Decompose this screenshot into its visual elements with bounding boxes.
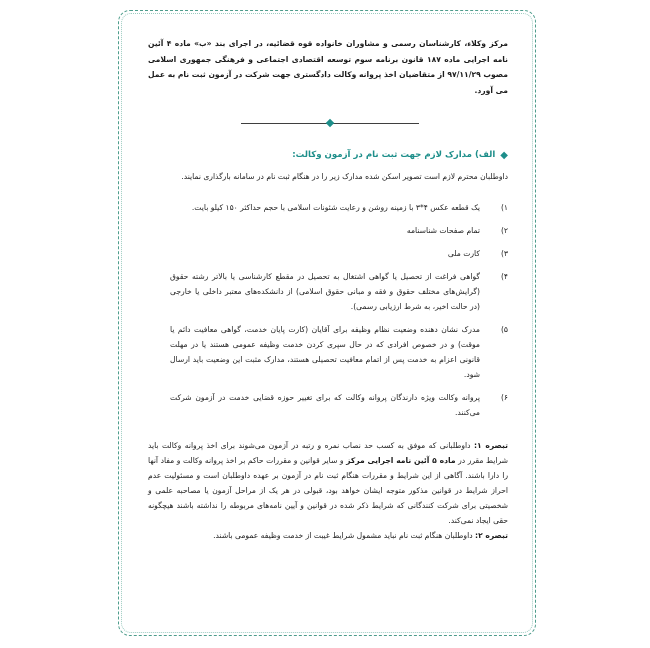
- page-content: [148, 36, 508, 543]
- list-item: [148, 269, 508, 314]
- intro-paragraph: مرکز وکلاء، کارشناسان رسمی و مشاوران خانواده قوه قضائیه، در اجرای بند «ب» ماده ۴ آئین نامه اجرایی ماده ۱۸۷ قانون برنامه سوم توسعه اقتصادی اجتماعی و فرهنگی جمهوری اسلامی مصوب ۹۷/۱۱/۲۹ از متقاضیان اخذ پروانه وکالت دادگستری جهت شرکت در آزمون ثبت نام به عمل می آورد.: [148, 39, 508, 95]
- list-item: [148, 390, 508, 420]
- note-2: [148, 528, 508, 543]
- section-heading: [148, 148, 508, 163]
- documents-list: [148, 200, 508, 420]
- note-text: داوطلبان هنگام ثبت نام نباید مشمول شرایط غیبت از خدمت وظیفه عمومی باشند.: [213, 531, 476, 541]
- item-text: پروانه وکالت ویژه دارندگان پروانه وکالت که برای تغییر حوزه قضایی خدمت در آزمون شرکت می‌کنند.: [170, 393, 480, 418]
- item-text: گواهی فراغت از تحصیل یا گواهی اشتغال به تحصیل در مقطع کارشناسی یا بالاتر رشته حقوق (گرایش‌های مختلف حقوق و فقه و مبانی حقوق اسلامی) از دانشکده‌های معتبر داخلی یا خارجی (در حالت اخیر، به شرط ارزیابی رسمی).: [170, 272, 480, 312]
- section-lead: داوطلبان محترم لازم است تصویر اسکن شده مدارک زیر را در هنگام ثبت نام در سامانه بارگذاری نمایند.: [181, 172, 508, 182]
- notes-block: [148, 438, 508, 543]
- list-item: [148, 322, 508, 382]
- note-text: و سایر قوانین و مقررات حاکم بر اخذ پروانه وکالت و مفاد آنها را دارا باشند. آگاهی از این شرایط و مقررات هنگام ثبت نام در آزمون بر عهده داوطلبان است و مسئولیت عدم احراز شرایط در قوانین مذکور متوجه ایشان خواهد بود، قبولی در هر یک از مراحل آزمون یا مصاحبه علمی و شخصیتی برای شرکت کنندگانی که شرایط ذکر شده در قوانین و آیین نامه‌های مربوطه را نداشته باشند هیچگونه حقی ایجاد نمی‌کند.: [148, 456, 508, 526]
- list-item: [148, 200, 508, 215]
- item-number: ۶): [500, 393, 508, 403]
- diamond-bullet-icon: ◆: [500, 149, 508, 161]
- note-label: تبصره ۱:: [473, 441, 508, 451]
- item-text: مدرک نشان دهنده وضعیت نظام وظیفه برای آقایان (کارت پایان خدمت، گواهی معافیت دائم یا موقت) و در خصوص افرادی که در حال سپری کردن خدمت وظیفه عمومی هستند یا در مهلت قانونی اعزام به خدمت پس از اتمام معافیت تحصیلی هستند، مدارک مثبت این وضعیت باید ارسال شود.: [170, 325, 480, 380]
- section-title: الف) مدارک لازم جهت ثبت نام در آزمون وکالت:: [292, 150, 496, 161]
- note-1: [148, 438, 508, 528]
- note-bold-text: ماده ۵ آئین نامه اجرایی مرکز: [346, 456, 456, 466]
- note-text: داوطلبانی که موفق به کسب حد نصاب نمره و رتبه در آزمون می‌شوند برای اخذ پروانه وکالت باید شرایط مقرر در: [148, 441, 508, 466]
- diamond-icon: [326, 119, 334, 127]
- list-item: [148, 223, 508, 238]
- item-number: ۲): [500, 226, 508, 236]
- section-divider: [148, 117, 508, 131]
- note-label: تبصره ۲:: [475, 531, 508, 541]
- item-text: یک قطعه عکس ۴*۳ با زمینه روشن و رعایت شئونات اسلامی با حجم حداکثر ۱۵۰ کیلو بایت.: [191, 203, 480, 213]
- item-number: ۳): [500, 249, 508, 259]
- list-item: [148, 246, 508, 261]
- item-text: تمام صفحات شناسنامه: [406, 226, 480, 236]
- item-number: ۴): [500, 272, 508, 282]
- item-text: کارت ملی: [447, 249, 480, 259]
- item-number: ۵): [500, 325, 508, 335]
- item-number: ۱): [500, 203, 508, 213]
